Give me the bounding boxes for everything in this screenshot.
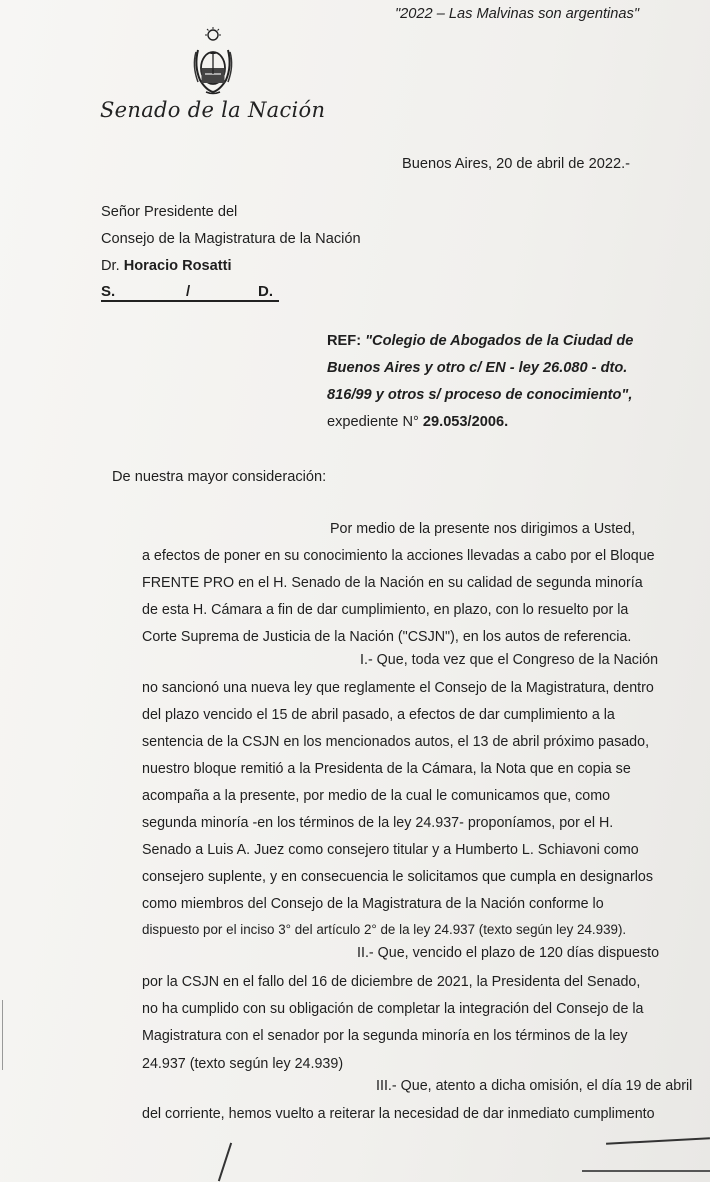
ref-line-2: Buenos Aires y otro c/ EN - ley 26.080 - dto. xyxy=(327,360,628,376)
paragraph-line: no sancionó una nueva ley que reglamente el Consejo de la Magistratura, dentro xyxy=(142,680,654,696)
paragraph-line: acompaña a la presente, por medio de la cual le comunicamos que, como xyxy=(142,788,611,804)
paragraph-line: no ha cumplido con su obligación de completar la integración del Consejo de la xyxy=(142,1001,644,1017)
greeting: De nuestra mayor consideración: xyxy=(112,469,327,485)
paragraph-line: dispuesto por el inciso 3° del artículo 2° de la ley 24.937 (texto según ley 24.939). xyxy=(142,922,627,937)
paragraph-line: 24.937 (texto según ley 24.939) xyxy=(142,1056,344,1072)
paragraph-line: Corte Suprema de Justicia de la Nación ("CSJN"), en los autos de referencia. xyxy=(142,629,632,645)
paragraph-line: del corriente, hemos vuelto a reiterar la necesidad de dar inmediato cumplimento xyxy=(142,1106,655,1122)
paragraph-line: I.- Que, toda vez que el Congreso de la Nación xyxy=(360,652,659,668)
sd-s: S. xyxy=(101,283,116,300)
recipient-line-1: Señor Presidente del xyxy=(101,204,238,220)
paragraph-line: III.- Que, atento a dicha omisión, el día 19 de abril xyxy=(376,1078,693,1094)
paragraph-line: consejero suplente, y en consecuencia le solicitamos que cumpla en designarlos xyxy=(142,869,654,885)
recipient-name-line xyxy=(101,258,232,274)
paragraph-line: Magistratura con el senador por la segunda minoría en los términos de la ley xyxy=(142,1028,628,1044)
recipient-line-2: Consejo de la Magistratura de la Nación xyxy=(101,231,361,247)
motto: "2022 – Las Malvinas son argentinas" xyxy=(395,6,640,22)
expediente-line xyxy=(327,414,508,430)
paragraph-line: sentencia de la CSJN en los mencionados autos, el 13 de abril próximo pasado, xyxy=(142,734,650,750)
recipient-prefix: Dr. xyxy=(101,258,120,274)
ref-label: REF: xyxy=(327,333,362,349)
expediente-number: 29.053/2006. xyxy=(422,414,509,430)
recipient-name: Horacio Rosatti xyxy=(123,258,232,274)
paragraph-line: de esta H. Cámara a fin de dar cumplimiento, en plazo, con lo resuelto por la xyxy=(142,602,629,618)
page-edge-mark xyxy=(2,1000,3,1070)
paragraph-line: FRENTE PRO en el H. Senado de la Nación en su calidad de segunda minoría xyxy=(142,575,643,591)
argentine-coat-of-arms-icon xyxy=(190,26,236,96)
date: Buenos Aires, 20 de abril de 2022.- xyxy=(402,156,630,172)
sd-slash: / xyxy=(186,283,191,300)
expediente-prefix: expediente N° xyxy=(327,414,419,430)
paragraph-line: segunda minoría -en los términos de la ley 24.937- proponíamos, por el H. xyxy=(142,815,614,831)
ref-text-1: "Colegio de Abogados de la Ciudad de xyxy=(365,333,634,349)
paragraph-line: a efectos de poner en su conocimiento la acciones llevadas a cabo por el Bloque xyxy=(142,548,655,564)
pen-mark xyxy=(582,1170,710,1172)
sd-d: D. xyxy=(258,283,273,300)
paragraph-line: II.- Que, vencido el plazo de 120 días dispuesto xyxy=(357,945,660,961)
letterhead: Senado de la Nación xyxy=(100,98,326,122)
ref-line-3: 816/99 y otros s/ proceso de conocimiento", xyxy=(327,387,633,403)
sd-underline xyxy=(101,300,279,302)
paragraph-line: por la CSJN en el fallo del 16 de diciembre de 2021, la Presidenta del Senado, xyxy=(142,974,641,990)
pen-mark xyxy=(606,1137,710,1144)
paragraph-line: del plazo vencido el 15 de abril pasado, a efectos de dar cumplimiento a la xyxy=(142,707,615,723)
paragraph-line: Por medio de la presente nos dirigimos a Usted, xyxy=(330,521,636,537)
paragraph-line: nuestro bloque remitió a la Presidenta de la Cámara, la Nota que en copia se xyxy=(142,761,631,777)
ref-line-1 xyxy=(327,333,633,349)
paragraph-line: Senado a Luis A. Juez como consejero titular y a Humberto L. Schiavoni como xyxy=(142,842,639,858)
paragraph-line: como miembros del Consejo de la Magistratura de la Nación conforme lo xyxy=(142,896,604,912)
pen-mark xyxy=(218,1143,232,1182)
